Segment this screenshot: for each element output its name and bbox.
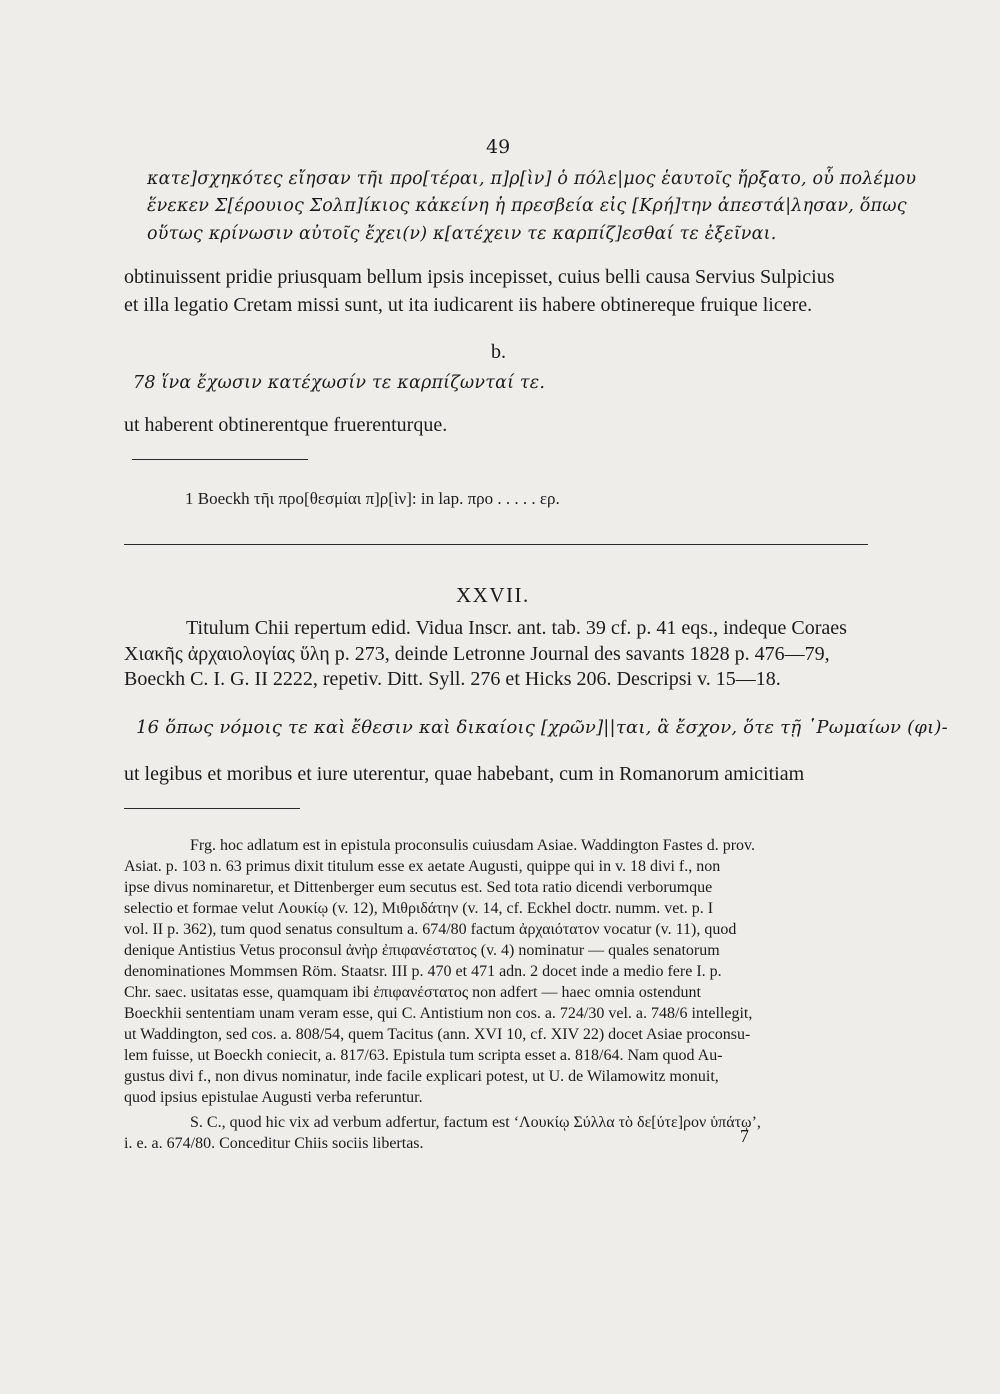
note-line: selectio et formae velut Λουκίῳ (v. 12), Μιθριδάτην (v. 14, cf. Eckhel doctr. numm. vet. p. I xyxy=(124,900,714,917)
greek-line-2: ἕνεκεν Σ[έρουιος Σολπ]ίκιος κἀκείνη ἡ πρεσβεία εἰς [Κρή]την ἀπεστά|λησαν, ὅπως xyxy=(147,196,907,216)
section-divider xyxy=(124,544,868,545)
note-line: ipse divus nominaretur, et Dittenberger eum secutus est. Sed tota ratio dicendi verborumque xyxy=(124,879,713,896)
greek-line-3: οὕτως κρίνωσιν αὐτοῖς ἔχει(ν) κ[ατέχειν τε καρπίζ]εσθαί τε ἐξεῖναι. xyxy=(147,224,777,244)
signature-mark: 7 xyxy=(740,1126,749,1146)
note-line: Frg. hoc adlatum est in epistula proconsulis cuiusdam Asiae. Waddington Fastes d. prov. xyxy=(190,837,756,854)
notes-rule xyxy=(124,808,300,809)
section-title: XXVII. xyxy=(456,583,530,607)
note-line: S. C., quod hic vix ad verbum adfertur, factum est ‘Λουκίῳ Σύλλα τὸ δε[ύτε]ρον ὑπάτῳ’, xyxy=(190,1114,761,1131)
note-line: vol. II p. 362), tum quod senatus consultum a. 674/80 factum ἀρχαιότατον vocatur (v. 11), quod xyxy=(124,921,737,938)
section-b-label: b. xyxy=(491,341,506,363)
latin-b-line: ut haberent obtinerentque fruerenturque. xyxy=(124,414,448,436)
note-line: Chr. saec. usitatas esse, quamquam ibi ἐπιφανέστατος non adfert — haec omnia ostendunt xyxy=(124,984,701,1001)
latin-line-1: obtinuissent pridie priusquam bellum ipsis incepisset, cuius belli causa Servius Sulpicius xyxy=(124,266,835,288)
greek-16-line: 16 ὅπως νόμοις τε καὶ ἔθεσιν καὶ δικαίοις [χρῶν]||ται, ἃ ἔσχον, ὅτε τῇ ῾Ρωμαίων (φι)- xyxy=(136,717,948,738)
note-line: Asiat. p. 103 n. 63 primus dixit titulum esse ex aetate Augusti, quippe qui in v. 18 divi f., non xyxy=(124,858,721,875)
page-number: 49 xyxy=(486,136,511,158)
note-line: lem fuisse, ut Boeckh coniecit, a. 817/63. Epistula tum scripta esset a. 818/64. Nam quod Au- xyxy=(124,1047,723,1064)
note-line: Boeckhii sententiam unam veram esse, qui C. Antistium non cos. a. 724/30 vel. a. 748/6 intellegit, xyxy=(124,1005,753,1022)
footnote-1: 1 Boeckh τῆι προ[θεσμίαι π]ρ[ὶν]: in lap. προ . . . . . ερ. xyxy=(185,489,560,508)
intro-line-3: Boeckh C. I. G. II 2222, repetiv. Ditt. Syll. 276 et Hicks 206. Descripsi v. 15—18. xyxy=(124,668,781,690)
note-line: ut Waddington, sed cos. a. 808/54, quem Tacitus (ann. XVI 10, cf. XIV 22) docet Asiae proconsu- xyxy=(124,1026,751,1043)
intro-line-1: Titulum Chii repertum edid. Vidua Inscr. ant. tab. 39 cf. p. 41 eqs., indeque Coraes xyxy=(186,617,847,639)
note-line: gustus divi f., non divus nominatur, inde facile explicari potest, ut U. de Wilamowitz monuit, xyxy=(124,1068,719,1085)
note-line: denique Antistius Vetus proconsul ἀνὴρ ἐπιφανέστατος (v. 4) nominatur — quales senatorum xyxy=(124,942,720,959)
greek-line-1: κατε]σχηκότες εἴησαν τῆι προ[τέραι, π]ρ[ὶν] ὁ πόλε|μος ἑαυτοῖς ἤρξατο, οὗ πολέμου xyxy=(147,169,917,189)
note-line: denominationes Mommsen Röm. Staatsr. III p. 470 et 471 adn. 2 docet inde a medio fere I. p. xyxy=(124,963,722,980)
note-line: i. e. a. 674/80. Conceditur Chiis sociis libertas. xyxy=(124,1135,424,1152)
intro-line-2: Χιακῆς ἀρχαιολογίας ὕλη p. 273, deinde Letronne Journal des savants 1828 p. 476—79, xyxy=(124,643,830,665)
footnote-rule xyxy=(132,459,308,460)
greek-b-line: 78 ἵνα ἔχωσιν κατέχωσίν τε καρπίζωνταί τε. xyxy=(133,373,546,393)
latin-line-2: et illa legatio Cretam missi sunt, ut ita iudicarent iis habere obtinereque fruique licere. xyxy=(124,294,813,316)
latin-16-line: ut legibus et moribus et iure uterentur, quae habebant, cum in Romanorum amicitiam xyxy=(124,763,805,785)
note-line: quod ipsius epistulae Augusti verba referuntur. xyxy=(124,1089,423,1106)
